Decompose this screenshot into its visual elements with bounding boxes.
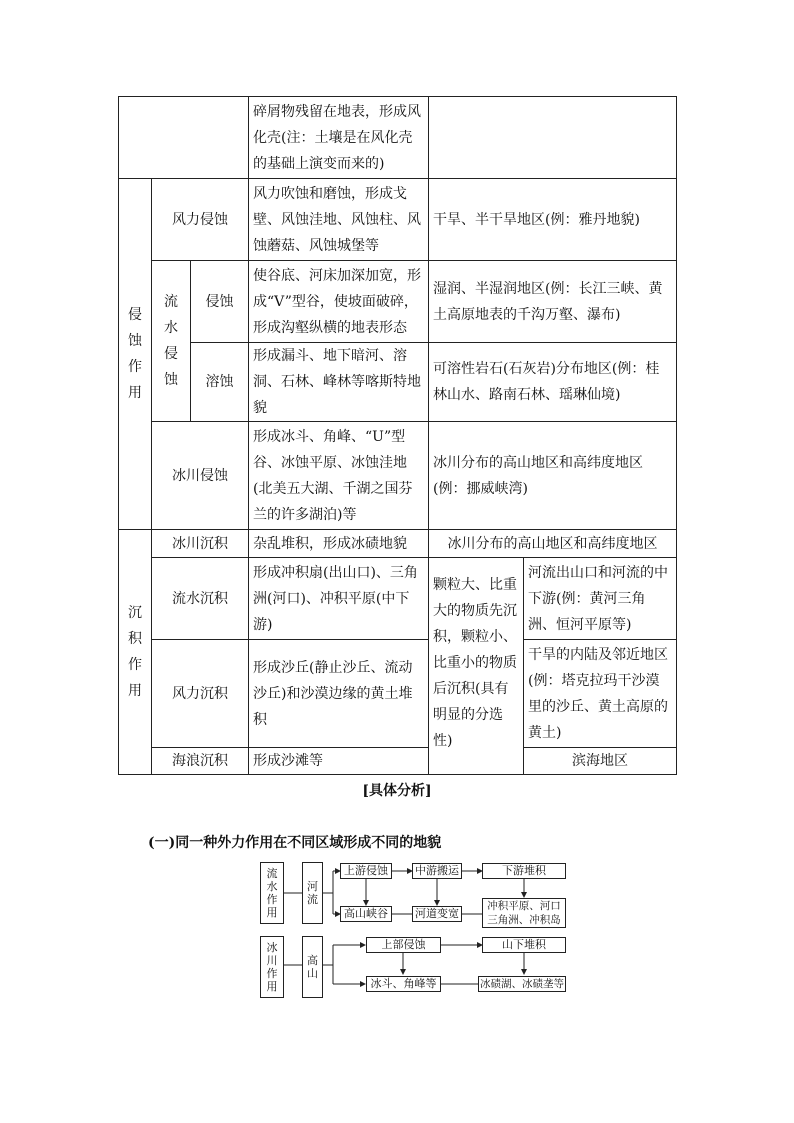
wind-erosion-region: 干旱、半干旱地区(例：雅丹地貌) [429,179,677,261]
glacier-erosion-region: 冰川分布的高山地区和高纬度地区(例：挪威峡湾) [429,422,677,530]
alluvial-landforms-box: 冲积平原、河口三角洲、冲积岛 [482,898,566,928]
solution-effect: 形成漏斗、地下暗河、溶洞、石林、峰林等喀斯特地貌 [249,343,429,422]
solution-name: 溶蚀 [191,343,249,422]
erosion-label: 侵蚀作用 [128,307,142,401]
shared-feature-cell: 颗粒大、比重大的物质先沉积，颗粒小、比重小的物质后沉积(具有明显的分选性) [429,558,524,775]
solution-region: 可溶性岩石(石灰岩)分布地区(例：桂林山水、路南石林、瑶琳仙境) [429,343,677,422]
water-dep-region: 河流出山口和河流的中下游(例：黄河三角洲、恒河平原等) [524,558,677,640]
upper-erosion-box: 上部侵蚀 [366,937,441,953]
water-erosion-name: 侵蚀 [191,261,249,343]
midstream-transport-box: 中游搬运 [412,863,462,879]
mountain-label: 高山 [307,954,318,980]
subsection-title: (一)同一种外力作用在不同区域形成不同的地貌 [148,835,442,851]
glacier-erosion-name: 冰川侵蚀 [152,422,249,530]
upstream-erosion-box: 上游侵蚀 [340,863,392,879]
weathering-effect-cell: 碎屑物残留在地表，形成风化壳(注：土壤是在风化壳的基础上演变而来的) [249,97,429,179]
downstream-deposition-box: 下游堆积 [482,863,566,879]
wind-dep-name: 风力沉积 [152,640,249,748]
cirque-horn-box: 冰斗、角峰等 [366,976,441,992]
mountain-foot-deposition-box: 山下堆积 [482,937,566,953]
glacier-action-label: 冰川作用 [266,941,278,993]
water-dep-name: 流水沉积 [152,558,249,640]
glacier-erosion-effect: 形成冰斗、角峰、“U”型谷、冰蚀平原、冰蚀洼地(北美五大湖、千湖之国芬兰的许多湖泊)等 [249,422,429,530]
wind-erosion-effect: 风力吹蚀和磨蚀，形成戈壁、风蚀洼地、风蚀柱、风蚀蘑菇、风蚀城堡等 [249,179,429,261]
water-action-label-box [260,862,284,924]
wind-dep-effect: 形成沙丘(静止沙丘、流动沙丘)和沙漠边缘的黄土堆积 [249,640,429,748]
glacier-dep-effect: 杂乱堆积，形成冰碛地貌 [249,530,429,558]
moraine-box: 冰碛湖、冰碛垄等 [480,978,564,990]
water-erosion-region: 湿润、半湿润地区(例：长江三峡、黄土高原地表的千沟万壑、瀑布) [429,261,677,343]
wave-dep-name: 海浪沉积 [152,748,249,775]
wave-dep-region: 滨海地区 [524,748,677,775]
mountain-box [302,936,323,998]
water-dep-effect: 形成冲积扇(出山口)、三角洲(河口)、冲积平原(中下游) [249,558,429,640]
widened-channel-box: 河道变宽 [412,906,462,922]
glacier-action-label-box [260,936,284,998]
water-action-label: 流水作用 [266,867,278,919]
river-box [302,862,323,924]
water-erosion-effect: 使谷底、河床加深加宽，形成“V”型谷，使坡面破碎，形成沟壑纵横的地表形态 [249,261,429,343]
water-erosion-label: 流水侵蚀 [164,294,178,388]
deposition-label: 沉积作用 [128,605,142,699]
river-label: 河流 [307,880,318,906]
section-title: [具体分析] [362,783,432,799]
glacier-dep-name: 冰川沉积 [152,530,249,558]
gorge-box: 高山峡谷 [340,906,392,922]
wind-erosion-name: 风力侵蚀 [152,179,249,261]
glacier-dep-region: 冰川分布的高山地区和高纬度地区 [429,530,677,558]
wave-dep-effect: 形成沙滩等 [249,748,429,775]
wind-dep-region: 干旱的内陆及邻近地区(例：塔克拉玛干沙漠里的沙丘、黄土高原的黄土) [524,640,677,748]
